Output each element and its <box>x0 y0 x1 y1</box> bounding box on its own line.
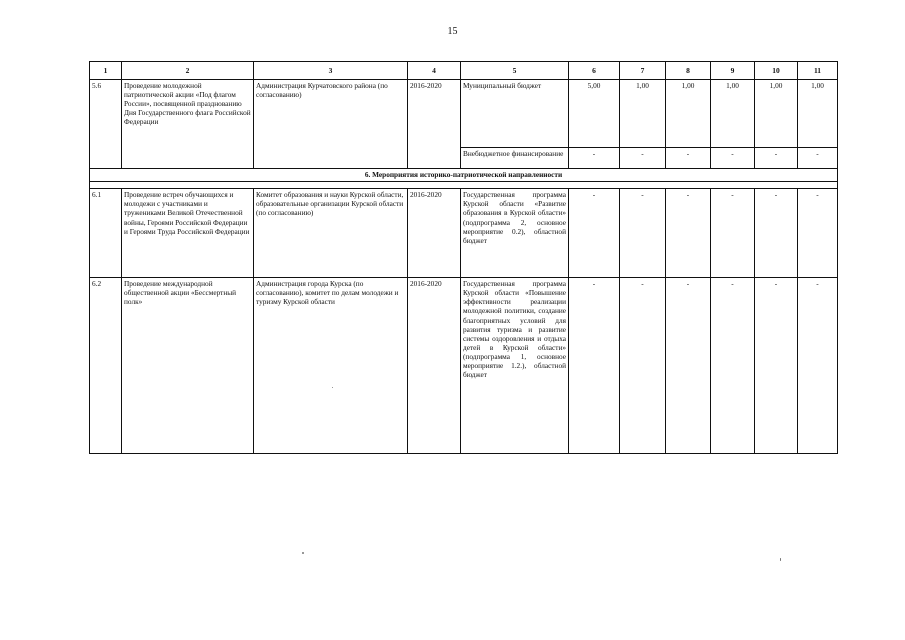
executor-cell: Комитет образования и науки Курской области, образовательные организации Курской области (по согласованию) <box>254 189 408 278</box>
row-number: 5.6 <box>90 79 122 168</box>
value-cell: - <box>666 189 711 278</box>
value-cell: - <box>569 278 620 454</box>
funding-source-cell: Муниципальный бюджет <box>461 79 569 147</box>
value-cell: - <box>798 147 838 168</box>
table-row <box>90 189 838 278</box>
value-cell: - <box>711 189 755 278</box>
funding-source-cell: Внебюджетное финансирование <box>461 147 569 168</box>
executor-cell: Администрация Курчатовского района (по согласованию) <box>254 79 408 168</box>
value-cell: - <box>755 189 798 278</box>
value-cell: 1,00 <box>666 79 711 147</box>
value-cell: - <box>666 147 711 168</box>
program-table <box>89 61 838 454</box>
scan-speck <box>302 552 304 554</box>
value-cell: - <box>569 147 620 168</box>
value-cell: - <box>798 189 838 278</box>
col-header: 7 <box>620 62 666 80</box>
spacer-cell <box>90 181 838 188</box>
table-row <box>90 278 838 454</box>
value-cell: - <box>755 278 798 454</box>
page-number: 15 <box>447 26 458 37</box>
period-cell: 2016-2020 <box>408 189 461 278</box>
col-header: 5 <box>461 62 569 80</box>
value-cell: - <box>666 278 711 454</box>
value-cell: 5,00 <box>569 79 620 147</box>
value-cell: - <box>569 189 620 278</box>
value-cell: 1,00 <box>798 79 838 147</box>
col-header: 8 <box>666 62 711 80</box>
period-cell: 2016-2020 <box>408 278 461 454</box>
value-cell: - <box>755 147 798 168</box>
row-number: 6.2 <box>90 278 122 454</box>
activity-cell: Проведение встреч обучающихся и молодежи с участниками и тружениками Великой Отечественной войны, Героями Российской Федерации и Героями Труда Российской Федерации <box>122 189 254 278</box>
funding-source-cell: Государственная программа Курской области «Развитие образования в Курской области» (подпрограмма 2, основное мероприятие 0.2), областной бюджет <box>461 189 569 278</box>
scan-speck <box>780 558 781 561</box>
col-header: 9 <box>711 62 755 80</box>
activity-cell: Проведение молодежной патриотической акции «Под флагом России», посвященной празднованию Дня Государственного флага Российской Федерации <box>122 79 254 168</box>
table-header-row <box>90 62 838 80</box>
col-header: 10 <box>755 62 798 80</box>
value-cell: 1,00 <box>711 79 755 147</box>
executor-cell: Администрация города Курска (по согласованию), комитет по делам молодежи и туризму Курской области <box>254 278 408 454</box>
activity-cell: Проведение международной общественной акции «Бессмертный полк» <box>122 278 254 454</box>
col-header: 3 <box>254 62 408 80</box>
scan-speck <box>332 387 333 388</box>
funding-source-cell: Государственная программа Курской области «Повышение эффективности реализации молодежной политики, создание благоприятных условий для развития туризма и развитие системы оздоровления и отдыха детей в Курской области» (подпрограмма 1, основное мероприятие 1.2.), областной бюджет <box>461 278 569 454</box>
table-row <box>90 79 838 147</box>
value-cell: - <box>798 278 838 454</box>
col-header: 2 <box>122 62 254 80</box>
value-cell: 1,00 <box>755 79 798 147</box>
value-cell: - <box>711 147 755 168</box>
period-cell: 2016-2020 <box>408 79 461 168</box>
value-cell: - <box>620 278 666 454</box>
spacer-row <box>90 181 838 188</box>
col-header: 11 <box>798 62 838 80</box>
value-cell: - <box>620 189 666 278</box>
col-header: 4 <box>408 62 461 80</box>
value-cell: - <box>711 278 755 454</box>
row-number: 6.1 <box>90 189 122 278</box>
value-cell: 1,00 <box>620 79 666 147</box>
section-row <box>90 168 838 181</box>
section-title: 6. Мероприятия историко-патриотической направленности <box>90 168 838 181</box>
col-header: 6 <box>569 62 620 80</box>
value-cell: - <box>620 147 666 168</box>
col-header: 1 <box>90 62 122 80</box>
